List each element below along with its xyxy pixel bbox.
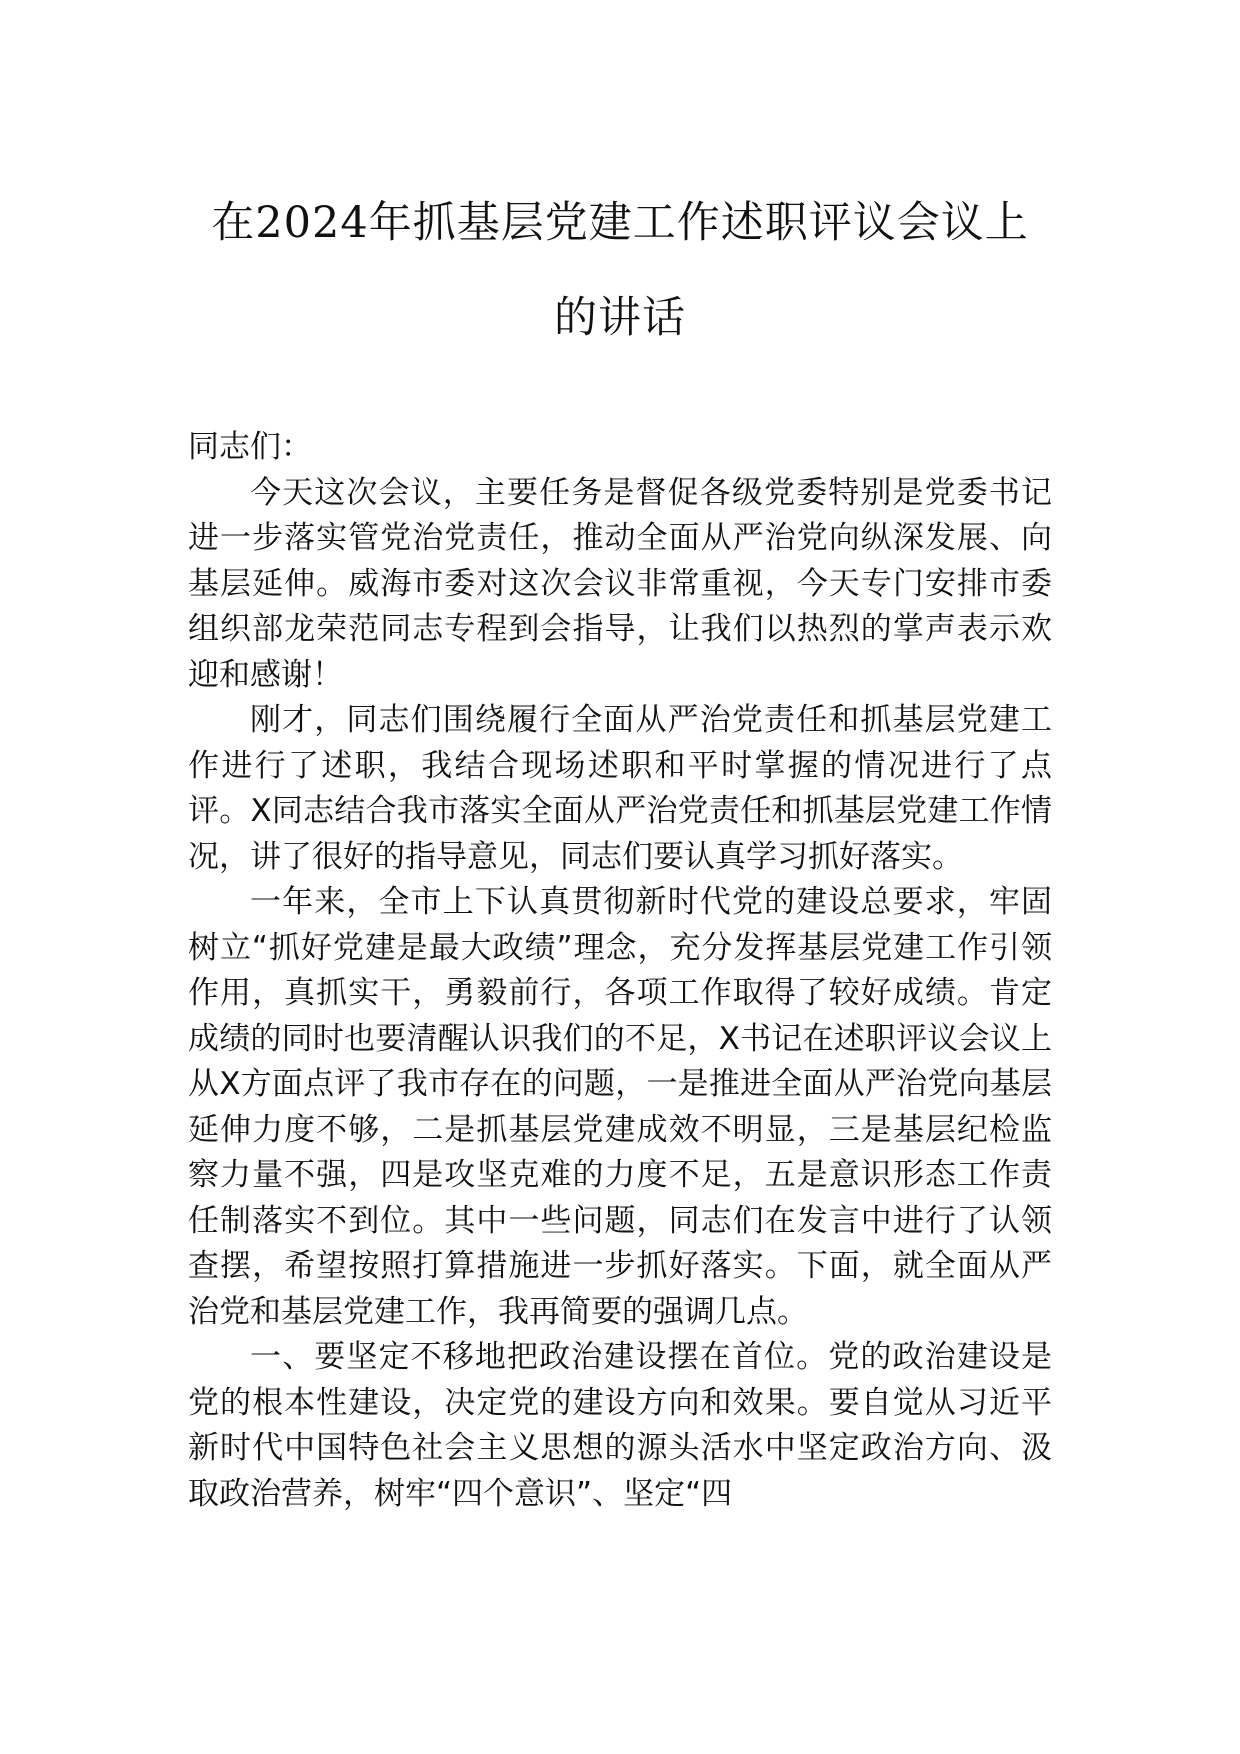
document-title bbox=[150, 176, 1090, 366]
salutation: 同志们： bbox=[188, 429, 312, 465]
title-line-1: 在2024年抓基层党建工作述职评议会议上 bbox=[211, 198, 1029, 248]
paragraph-point-one: 一、要坚定不移地把政治建设摆在首位。党的政治建设是党的根本性建设，决定党的建设方向和效果。要自觉从习近平新时代中国特色社会主义思想的源头活水中坚定政治方向、汲取政治营养，树牢“四个意识”、坚定“四 bbox=[188, 1339, 1052, 1512]
document-body bbox=[188, 425, 1052, 1517]
paragraph-review: 刚才，同志们围绕履行全面从严治党责任和抓基层党建工作进行了述职，我结合现场述职和平时掌握的情况进行了点评。X同志结合我市落实全面从严治党责任和抓基层党建工作情况，讲了很好的指导意见，同志们要认真学习抓好落实。 bbox=[188, 702, 1052, 875]
paragraph-opening: 今天这次会议，主要任务是督促各级党委特别是党委书记进一步落实管党治党责任，推动全面从严治党向纵深发展、向基层延伸。威海市委对这次会议非常重视，今天专门安排市委组织部龙荣范同志专程到会指导，让我们以热烈的掌声表示欢迎和感谢！ bbox=[188, 474, 1052, 693]
paragraph-achievements-and-problems: 一年来，全市上下认真贯彻新时代党的建设总要求，牢固树立“抓好党建是最大政绩”理念，充分发挥基层党建工作引领作用，真抓实干，勇毅前行，各项工作取得了较好成绩。肯定成绩的同时也要清醒认识我们的不足，X书记在述职评议会议上从X方面点评了我市存在的问题，一是推进全面从严治党向基层延伸力度不够，二是抓基层党建成效不明显，三是基层纪检监察力量不强，四是攻坚克难的力度不足，五是意识形态工作责任制落实不到位。其中一些问题，同志们在发言中进行了认领查摆，希望按照打算措施进一步抓好落实。下面，就全面从严治党和基层党建工作，我再简要的强调几点。 bbox=[188, 884, 1052, 1330]
title-line-2: 的讲话 bbox=[554, 293, 686, 343]
